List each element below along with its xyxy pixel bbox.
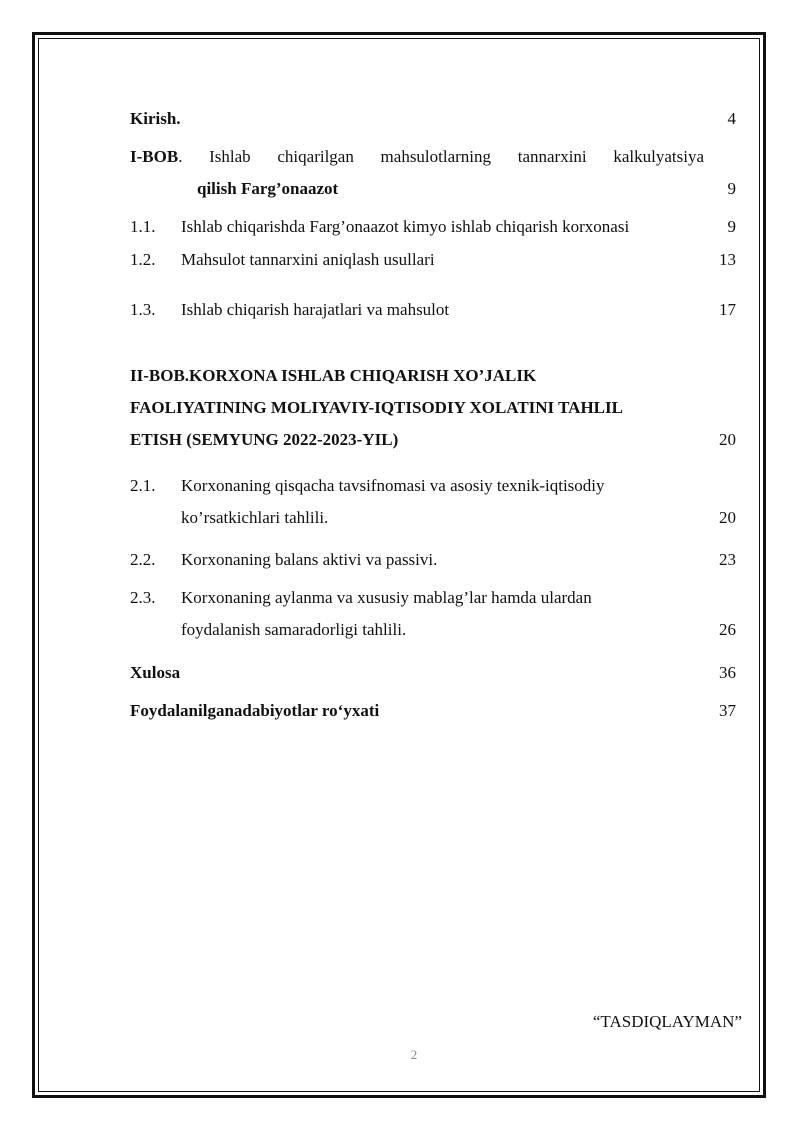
toc-s13-page: 17 <box>719 300 736 319</box>
toc-s21-page: 20 <box>719 508 736 527</box>
toc-s11-page: 9 <box>727 217 736 236</box>
toc-s21-number: 2.1. <box>130 476 156 495</box>
toc-chapter2-line2: FAOLIYATINING MOLIYAVIY-IQTISODIY XOLATINI TAHLIL <box>130 398 623 417</box>
approval-heading: “TASDIQLAYMAN” <box>592 1012 742 1031</box>
toc-s11-title: Ishlab chiqarishda Farg’onaazot kimyo ishlab chiqarish korxonasi <box>181 217 630 236</box>
toc-chapter1-prefix: I-BOB <box>130 147 179 166</box>
toc-intro-page: 4 <box>727 109 736 128</box>
toc-conclusion-page: 36 <box>719 663 736 682</box>
toc-s11-number: 1.1. <box>130 217 156 236</box>
toc-chapter2-line1: II-BOB.KORXONA ISHLAB CHIQARISH XO’JALIK <box>130 366 537 385</box>
toc-references-label: Foydalanilganadabiyotlar ro‘yxati <box>130 701 380 720</box>
toc-conclusion-label: Xulosa <box>130 663 181 682</box>
toc-s23-number: 2.3. <box>130 588 156 607</box>
toc-intro-label: Kirish. <box>130 109 181 128</box>
toc-s12-title: Mahsulot tannarxini aniqlash usullari <box>181 250 435 269</box>
toc-s22-title: Korxonaning balans aktivi va passivi. <box>181 550 438 569</box>
toc-s21-title-line1: Korxonaning qisqacha tavsifnomasi va asosiy texnik-iqtisodiy <box>181 476 605 495</box>
toc-s12-page: 13 <box>719 250 736 269</box>
toc-s23-title-line1: Korxonaning aylanma va xususiy mablag’lar hamda ulardan <box>181 588 592 607</box>
toc-s12-number: 1.2. <box>130 250 156 269</box>
toc-chapter1-page: 9 <box>727 179 736 198</box>
toc-s13-number: 1.3. <box>130 300 156 319</box>
toc-chapter2-line3: ETISH (SEMYUNG 2022-2023-YIL) <box>130 430 399 449</box>
toc-references-page: 37 <box>719 701 736 720</box>
toc-s21-title-line2: ko’rsatkichlari tahlili. <box>181 508 329 527</box>
toc-s22-number: 2.2. <box>130 550 156 569</box>
toc-s23-title-line2: foydalanish samaradorligi tahlili. <box>181 620 407 639</box>
page-number: 2 <box>410 1047 418 1062</box>
toc-chapter1-rest: . Ishlab chiqarilgan mahsulotlarning tannarxini kalkulyatsiya <box>178 147 704 166</box>
toc-s23-page: 26 <box>719 620 736 639</box>
toc-chapter1-line1 <box>130 147 704 167</box>
toc-chapter1-line2: qilish Farg’onaazot <box>197 179 339 198</box>
toc-s13-title: Ishlab chiqarish harajatlari va mahsulot <box>181 300 450 319</box>
toc-chapter2-page: 20 <box>719 430 736 449</box>
toc-s22-page: 23 <box>719 550 736 569</box>
